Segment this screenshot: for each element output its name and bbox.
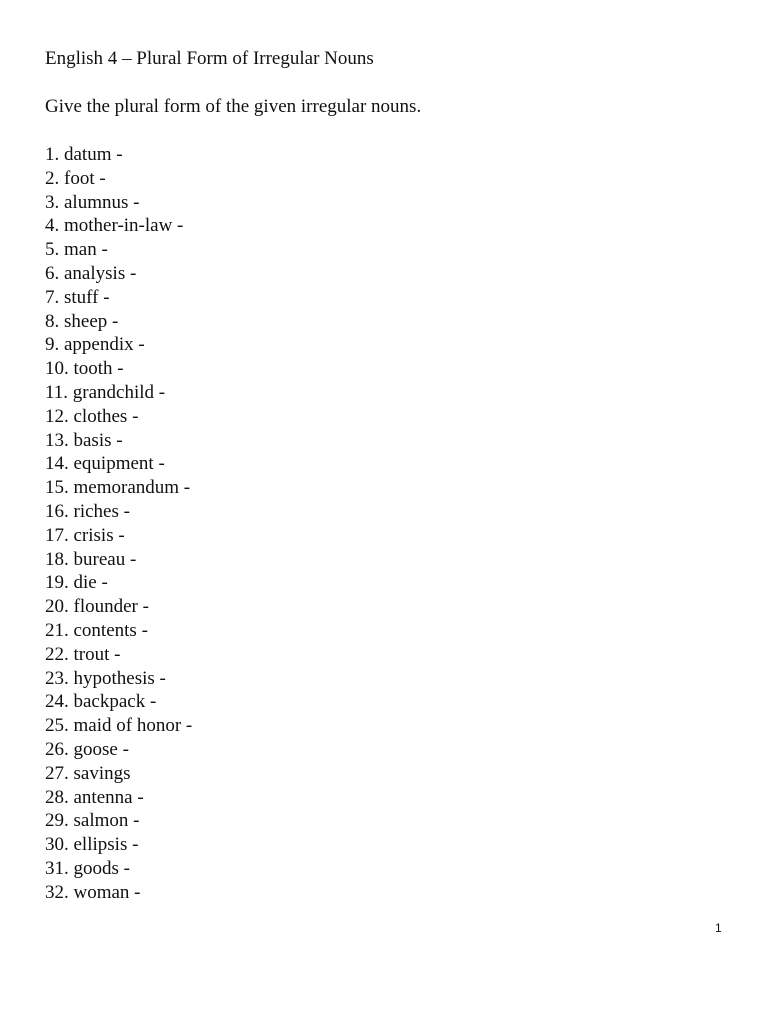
list-item: 31. goods - — [45, 857, 130, 879]
list-item: 8. sheep - — [45, 310, 119, 332]
list-item: 20. flounder - — [45, 596, 149, 618]
noun-list — [45, 143, 192, 905]
page-number: 1 — [715, 921, 722, 935]
list-item: 27. savings — [45, 762, 131, 784]
list-item: 11. grandchild - — [45, 381, 166, 403]
list-item: 5. man - — [45, 239, 108, 261]
instruction-text: Give the plural form of the given irregular nouns. — [45, 96, 422, 117]
list-item: 32. woman - — [45, 881, 141, 903]
list-item: 2. foot - — [45, 167, 106, 189]
list-item: 4. mother-in-law - — [45, 215, 184, 237]
list-item: 9. appendix - — [45, 334, 145, 356]
list-item: 30. ellipsis - — [45, 834, 139, 856]
list-item: 21. contents - — [45, 619, 148, 641]
list-item: 29. salmon - — [45, 810, 140, 832]
document-title: English 4 – Plural Form of Irregular Nouns — [45, 48, 374, 69]
list-item: 15. memorandum - — [45, 477, 191, 499]
list-item: 28. antenna - — [45, 786, 144, 808]
list-item: 12. clothes - — [45, 405, 139, 427]
list-item: 24. backpack - — [45, 691, 157, 713]
list-item: 6. analysis - — [45, 262, 137, 284]
list-item: 19. die - — [45, 572, 108, 594]
list-item: 17. crisis - — [45, 524, 125, 546]
list-item: 13. basis - — [45, 429, 123, 451]
list-item: 14. equipment - — [45, 453, 165, 475]
list-item: 25. maid of honor - — [45, 715, 193, 737]
list-item: 7. stuff - — [45, 286, 110, 308]
list-item: 16. riches - — [45, 500, 130, 522]
list-item: 26. goose - — [45, 738, 129, 760]
list-item: 1. datum - — [45, 144, 123, 165]
list-item: 3. alumnus - — [45, 191, 140, 213]
list-item: 18. bureau - — [45, 548, 137, 570]
list-item: 22. trout - — [45, 643, 121, 665]
list-item: 23. hypothesis - — [45, 667, 166, 689]
list-item: 10. tooth - — [45, 358, 124, 380]
